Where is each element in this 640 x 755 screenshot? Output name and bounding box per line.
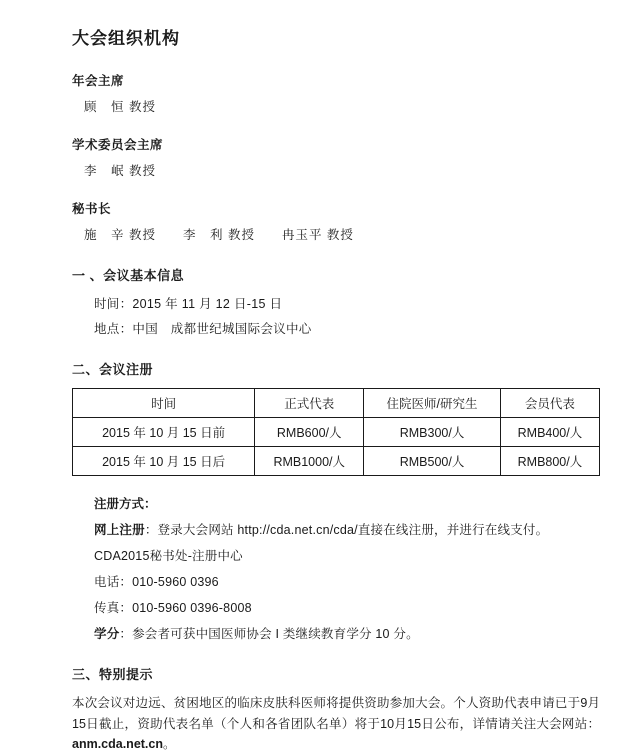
table-cell: RMB600/人 <box>255 418 364 447</box>
table-header-cell: 住院医师/研究生 <box>364 389 501 418</box>
role-names-chair: 顾 恒 教授 <box>84 100 156 114</box>
registration-office-line: CDA2015秘书处-注册中心 <box>94 549 243 563</box>
table-cell: 2015 年 10 月 15 日前 <box>73 418 255 447</box>
role-heading-chair: 年会主席 <box>72 74 125 88</box>
registration-fee-table <box>72 388 600 476</box>
table-header-cell: 时间 <box>73 389 255 418</box>
meeting-venue-line: 地点：中国 成都世纪城国际会议中心 <box>94 322 312 336</box>
role-heading-secretary-general: 秘书长 <box>72 202 112 216</box>
table-cell: RMB1000/人 <box>255 447 364 476</box>
table-cell: RMB300/人 <box>364 418 501 447</box>
table-cell: RMB400/人 <box>500 418 599 447</box>
table-header-cell: 会员代表 <box>500 389 599 418</box>
registration-credits-text: ：参会者可获中国医师协会 I 类继续教育学分 10 分。 <box>119 627 419 641</box>
special-notice-text-part2: 。 <box>163 737 176 752</box>
registration-fax-line: 传真：010-5960 0396-8008 <box>94 601 252 615</box>
role-block-secretary-general <box>72 199 600 243</box>
meeting-time-line: 时间：2015 年 11 月 12 日-15 日 <box>94 297 283 311</box>
table-row <box>73 447 600 476</box>
table-cell: RMB500/人 <box>364 447 501 476</box>
table-row <box>73 418 600 447</box>
role-names-academic-chair: 李 岷 教授 <box>84 164 156 178</box>
table-header-row <box>73 389 600 418</box>
registration-credits-line <box>72 624 600 642</box>
role-block-academic-chair <box>72 135 600 179</box>
table-header-cell: 正式代表 <box>255 389 364 418</box>
page-title: 大会组织机构 <box>72 29 180 48</box>
role-names-secretary-general: 施 辛 教授 李 利 教授 冉玉平 教授 <box>84 228 354 242</box>
role-heading-academic-chair: 学术委员会主席 <box>72 138 164 152</box>
special-notice-text-part1: 本次会议对边远、贫困地区的临床皮肤科医师将提供资助参加大会。个人资助代表申请已于9月15日截止，资助代表名单（个人和各省团队名单）将于10月15日公布，详情请关注大会网站： <box>72 696 600 731</box>
registration-online-line <box>72 520 600 538</box>
special-notice-paragraph <box>72 693 600 755</box>
section-heading-registration: 二、会议注册 <box>72 362 154 377</box>
section-heading-special-notice: 三、特别提示 <box>72 667 154 682</box>
registration-phone-line: 电话：010-5960 0396 <box>94 575 219 589</box>
registration-online-text: ：登录大会网站 http://cda.net.cn/cda/直接在线注册，并进行在线支付。 <box>144 523 549 537</box>
table-cell: RMB800/人 <box>500 447 599 476</box>
registration-credits-label: 学分 <box>94 627 120 641</box>
section-heading-basic-info: 一 、会议基本信息 <box>72 268 185 283</box>
registration-online-label: 网上注册 <box>94 523 145 537</box>
role-block-chair <box>72 71 600 115</box>
table-cell: 2015 年 10 月 15 日后 <box>73 447 255 476</box>
registration-method-heading: 注册方式： <box>94 497 157 511</box>
special-notice-website: anm.cda.net.cn <box>72 737 163 752</box>
